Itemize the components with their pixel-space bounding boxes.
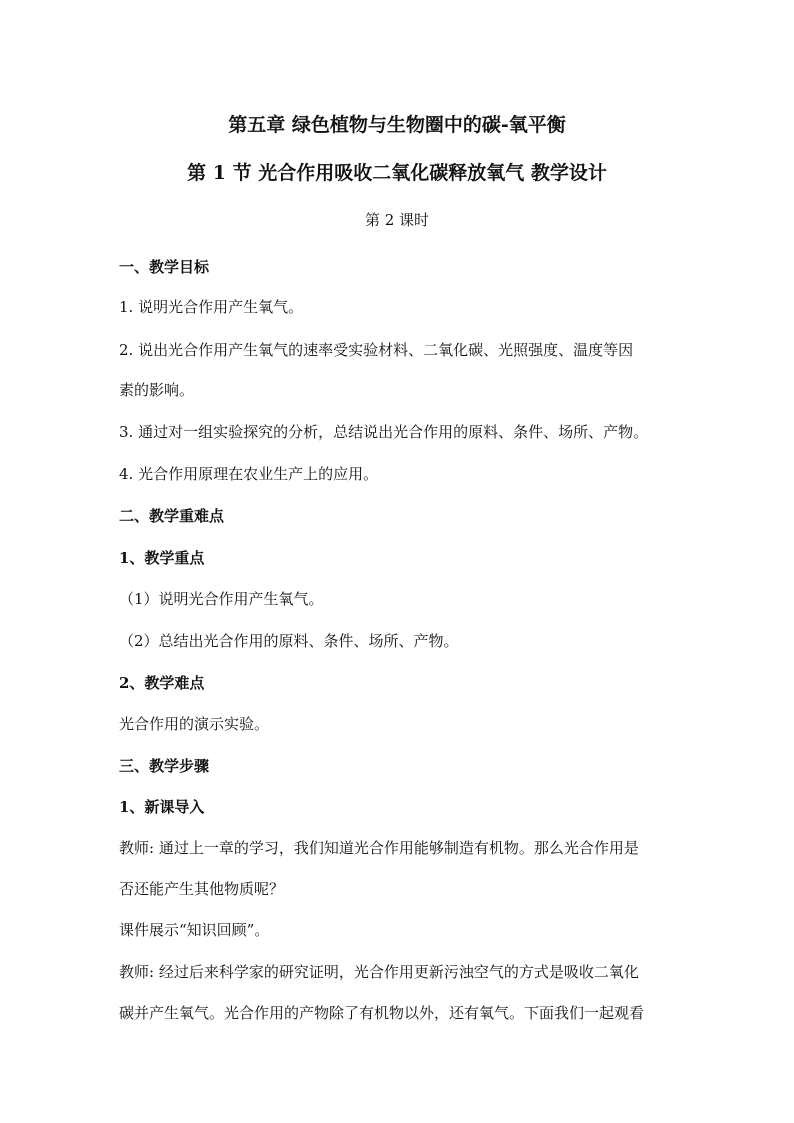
focus-item-2: （2）总结出光合作用的原料、条件、场所、产物。 xyxy=(119,632,459,650)
focus-item-1: （1）说明光合作用产生氧气。 xyxy=(119,590,324,608)
heading-steps: 三、教学步骤 xyxy=(119,757,210,775)
subheading-intro: 1、新课导入 xyxy=(119,798,205,816)
paragraph-2: 课件展示“知识回顾”。 xyxy=(119,921,270,939)
heading-objectives: 一、教学目标 xyxy=(119,258,210,276)
objective-2: 2. 说出光合作用产生氧气的速率受实验材料、二氧化碳、光照强度、温度等因 xyxy=(119,341,634,359)
heading-key-points: 二、教学重难点 xyxy=(119,507,225,525)
paragraph-3-line-2: 碳并产生氧气。光合作用的产物除了有机物以外，还有氧气。下面我们一起观看 xyxy=(119,1004,645,1022)
subheading-focus: 1、教学重点 xyxy=(119,549,205,567)
lesson-label: 第 2 课时 xyxy=(364,211,430,229)
paragraph-1-line-1: 教师: 通过上一章的学习，我们知道光合作用能够制造有机物。那么光合作用是 xyxy=(119,839,639,857)
paragraph-3-line-1: 教师: 经过后来科学家的研究证明，光合作用更新污浊空气的方式是吸收二氧化 xyxy=(119,963,639,981)
chapter-title: 第五章 绿色植物与生物圈中的碳-氧平衡 xyxy=(228,114,566,136)
objective-1: 1. 说明光合作用产生氧气。 xyxy=(119,298,304,316)
paragraph-1-line-2: 否还能产生其他物质呢？ xyxy=(119,880,285,898)
objective-3: 3. 通过对一组实验探究的分析，总结说出光合作用的原料、条件、场所、产物。 xyxy=(119,423,649,441)
subheading-difficulty: 2、教学难点 xyxy=(119,674,205,692)
difficulty-item: 光合作用的演示实验。 xyxy=(119,715,270,733)
objective-2-cont: 素的影响。 xyxy=(119,381,195,399)
objective-4: 4. 光合作用原理在农业生产上的应用。 xyxy=(119,465,379,483)
section-title: 第 1 节 光合作用吸收二氧化碳释放氧气 教学设计 xyxy=(187,162,607,184)
